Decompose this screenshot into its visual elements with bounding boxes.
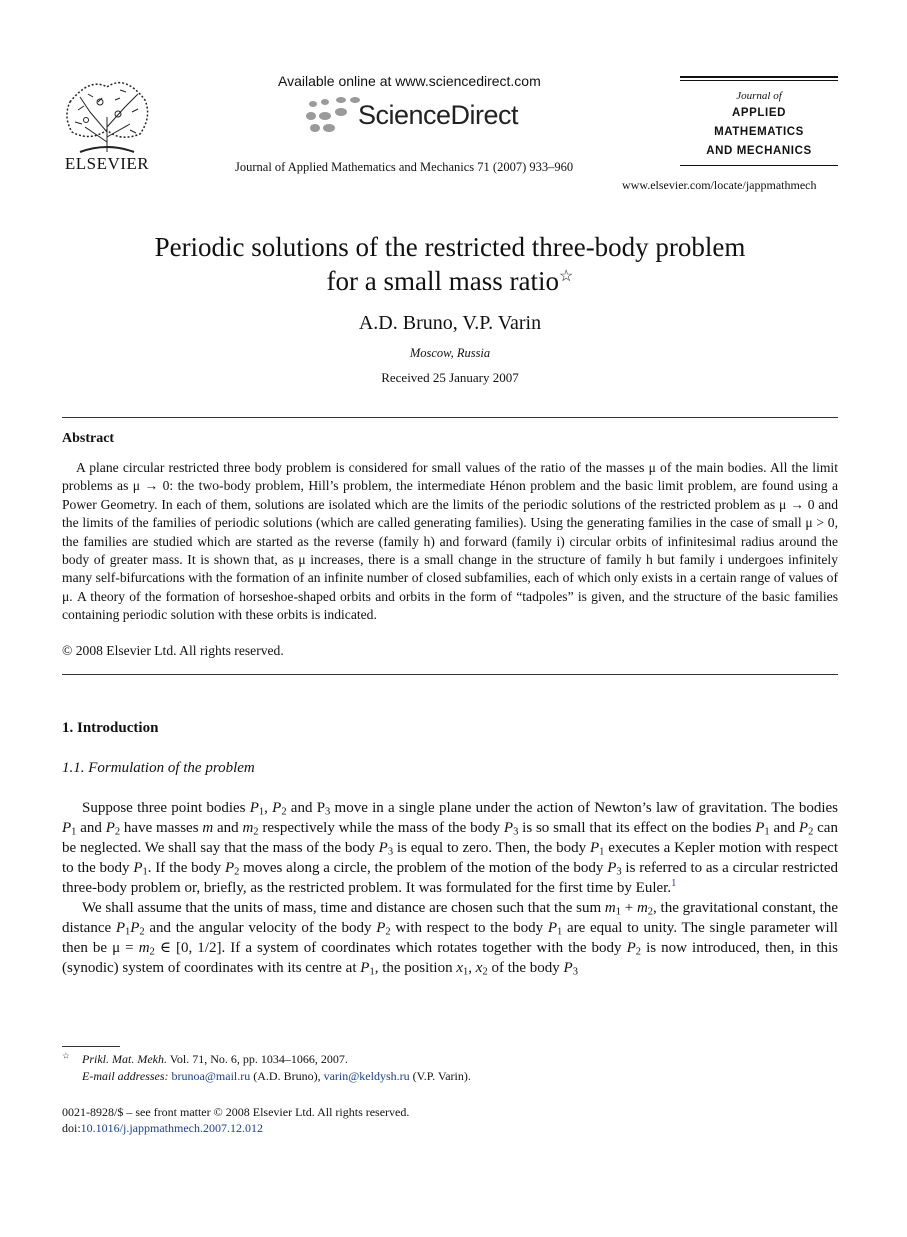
affiliation: Moscow, Russia [409, 346, 491, 360]
journal-reference: Journal of Applied Mathematics and Mechanics 71 (2007) 933–960 [235, 160, 574, 174]
subsection-heading: 1.1. Formulation of the problem [62, 760, 255, 776]
publisher-name: ELSEVIER [64, 154, 150, 173]
footnote-emails: E-mail addresses: brunoa@mail.ru (A.D. Bruno), varin@keldysh.ru (V.P. Varin). [82, 1069, 471, 1083]
footnote-source: ☆ Prikl. Mat. Mekh. Vol. 71, No. 6, pp. 1034–1066, 2007. [62, 1051, 348, 1066]
title-footnote-star-icon[interactable]: ☆ [558, 267, 574, 286]
email-link-varin[interactable]: varin@keldysh.ru [323, 1069, 410, 1083]
copyright-notice: © 2008 Elsevier Ltd. All rights reserved. [62, 643, 284, 658]
sciencedirect-wordmark: ScienceDirect [358, 100, 519, 130]
journal-name-line-2: MATHEMATICS [714, 126, 804, 138]
doi-link[interactable]: 10.1016/j.jappmathmech.2007.12.012 [80, 1121, 263, 1135]
title-line-1: Periodic solutions of the restricted three-body problem [154, 232, 746, 262]
body-text [62, 798, 838, 978]
paragraph-1: Suppose three point bodies $P_1$, $P_2$ and $P_3$ move in a single plane under the action of Newton’s law of gravitation. The bodies $P_1$ and $P_2$ have masses m and $m_2$ respectively while the mass of the body $P_3$ is so small that its effect on the bodies $P_1$ and $P_2$ can be neglected. We shall say that the mass of the body $P_3$ is equal to zero. Then, the body $P_1$ executes a Kepler motion with respect to the body $P_1$. If the body $P_2$ moves along a circle, the problem of the motion of the body $P_3$ is referred to as a circular restricted three-body problem or, briefly, as the restricted problem. It was formulated for the first time by Euler.$^1$ [62, 800, 839, 896]
section-heading: 1. Introduction [62, 720, 159, 736]
abstract-text: A plane circular restricted three body problem is considered for small values of the ratio of the masses μ of the main bodies. All the limit problems as μ → 0: the two-body problem, Hill’s problem, the intermediate Hénon problem and the basic limit problem, are found using a Power Geometry. In each of them, solutions are isolated which are the limits of the periodic solutions of the restricted problem as μ → 0 and the limits of the families of periodic solutions (which are called generating families). Using the generating families in the case of small μ > 0, the families are studied which are started as the reverse (family h) and forward (family i) circular orbits of infinitesimal radius around the body of greater mass. It is shown that, as μ increases, there is a small change in the structure of family h but family i undergoes infinitely many self-bifurcations with the formation of an infinite number of closed subfamilies, each of which only exists in a certain range of values of μ. A theory of the formation of horseshoe-shaped orbits and orbits in the form of “tadpoles” is given, and the structure of the basic families containing periodic solution with these orbits is indicated. [62, 460, 838, 623]
email-label: E-mail addresses: [82, 1069, 169, 1083]
divider [62, 417, 838, 418]
paragraph-2: We shall assume that the units of mass, time and distance are chosen such that the sum $m_1 + m_2$, the gravitational constant, the distance $P_1P_2$ and the angular velocity of the body $P_2$ with respect to the body $P_1$ are equal to unity. The single parameter will then be $\mu = m_2$ ∈ [0, 1/2]. If a system of coordinates which rotates together with the body $P_2$ is now introduced, then, in this (synodic) system of coordinates with its centre at $P_1$, the position $x_1$, $x_2$ of the body $P_3$ [62, 900, 839, 978]
source-journal: Prikl. Mat. Mekh. [82, 1052, 167, 1066]
authors: A.D. Bruno, V.P. Varin [358, 312, 542, 334]
footnote-ref-1[interactable]: 1 [671, 878, 677, 890]
article-title [60, 230, 840, 298]
title-line-2: for a small mass ratio [326, 266, 559, 296]
journal-name-line-3: AND MECHANICS [706, 145, 812, 157]
issn-notice: 0021-8928/$ – see front matter © 2008 Elsevier Ltd. All rights reserved. [62, 1105, 410, 1119]
abstract-heading: Abstract [62, 431, 115, 446]
divider [62, 674, 838, 675]
footnote-divider [62, 1046, 120, 1047]
footnote-star-icon: ☆ [62, 1051, 70, 1061]
journal-masthead [680, 76, 838, 166]
received-date: Received 25 January 2007 [381, 370, 519, 385]
journal-of-label: Journal of [736, 90, 782, 102]
doi: doi:10.1016/j.jappmathmech.2007.12.012 [62, 1121, 263, 1135]
email-link-bruno[interactable]: brunoa@mail.ru [171, 1069, 251, 1083]
journal-name-line-1: APPLIED [731, 107, 787, 119]
journal-url[interactable]: www.elsevier.com/locate/jappmathmech [622, 178, 817, 192]
available-online-text[interactable]: Available online at www.sciencedirect.com [278, 73, 541, 89]
